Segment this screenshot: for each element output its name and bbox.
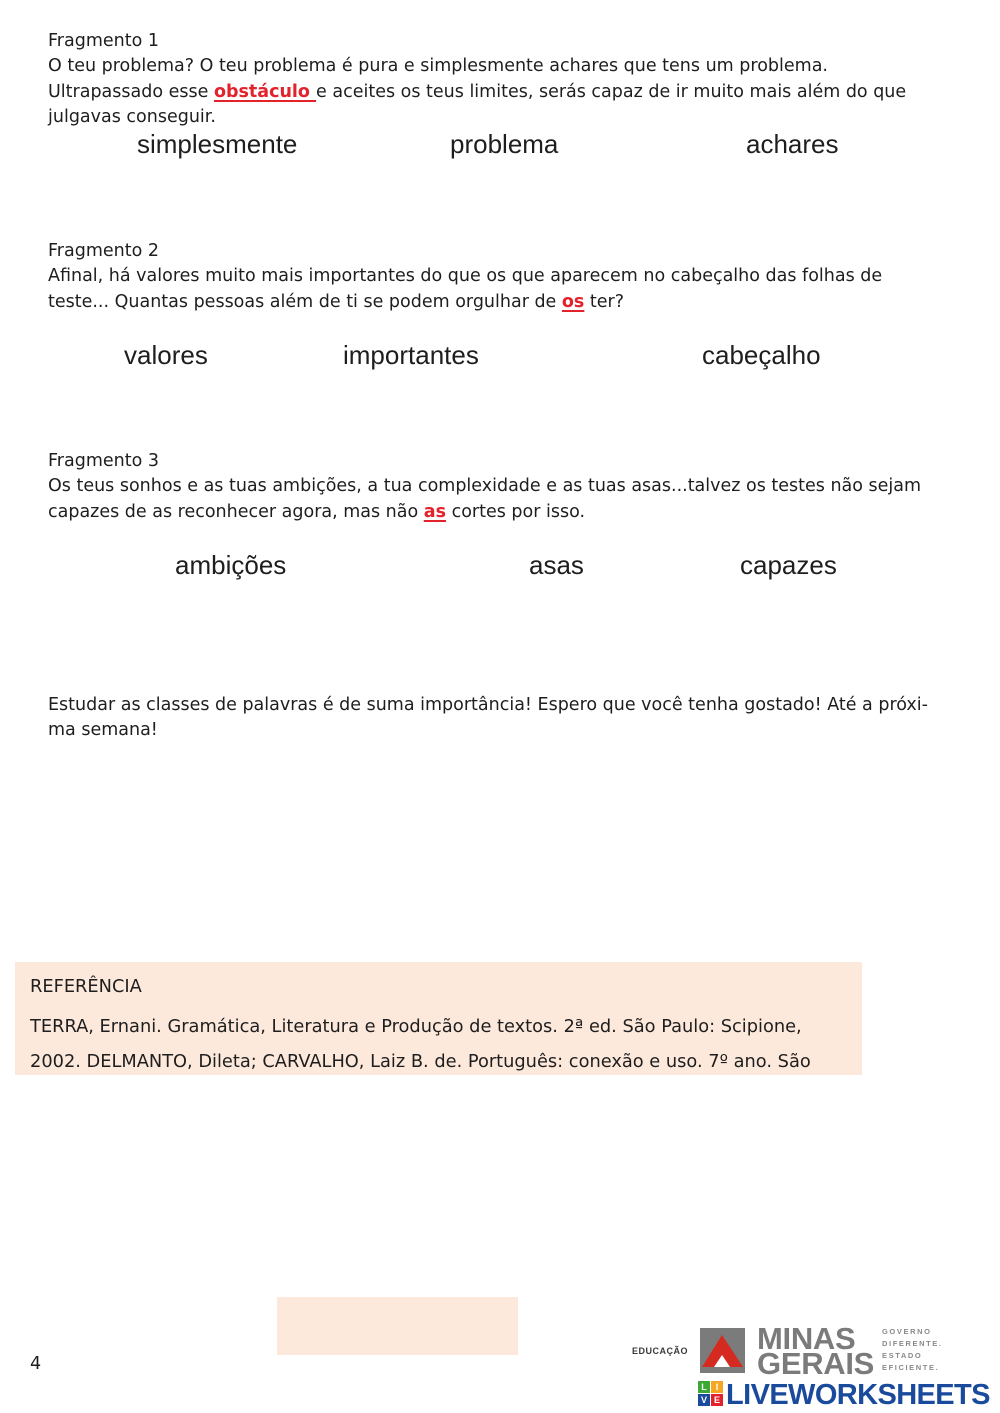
closing-text-line: ma semana! xyxy=(48,720,158,741)
answer-option[interactable]: capazes xyxy=(740,550,837,580)
fragment-text-line: julgavas conseguir. xyxy=(48,107,216,128)
text-segment: e aceites os teus limites, serás capaz de ir muito mais além do que xyxy=(316,81,907,102)
highlighted-word: obstáculo xyxy=(213,81,317,102)
answer-option[interactable]: ambições xyxy=(175,550,287,580)
reference-entry-line: 2002. DELMANTO, Dileta; CARVALHO, Laiz B. de. Português: conexão e uso. 7º ano. São xyxy=(30,1051,811,1072)
fragment-text-line xyxy=(48,80,906,105)
reference-box xyxy=(15,962,862,1075)
fragment-text-line: O teu problema? O teu problema é pura e simplesmente achares que tens um problema. xyxy=(48,56,828,77)
fragment-title: Fragmento 2 xyxy=(48,241,159,261)
fragment-text-line: Afinal, há valores muito mais importantes do que os que aparecem no cabeçalho das folhas de xyxy=(48,266,883,287)
fragment-2 xyxy=(48,239,882,315)
text-segment: teste... Quantas pessoas além de ti se podem orgulhar de xyxy=(48,291,562,312)
text-segment: capazes de as reconhecer agora, mas não xyxy=(48,501,424,522)
badge-letter: L xyxy=(698,1381,710,1393)
department-label: EDUCAÇÃO xyxy=(632,1346,689,1356)
fragment-1 xyxy=(48,29,906,131)
text-segment: Ultrapassado esse xyxy=(48,81,214,102)
fragment-title: Fragmento 3 xyxy=(48,451,159,471)
decorative-box xyxy=(277,1297,518,1355)
badge-letter: E xyxy=(711,1394,723,1406)
reference-title: REFERÊNCIA xyxy=(30,976,142,997)
text-segment: ter? xyxy=(584,291,625,312)
liveworksheets-watermark: LIVEWORKSHEETS xyxy=(726,1379,990,1411)
answer-option[interactable]: problema xyxy=(450,129,559,159)
answer-option[interactable]: importantes xyxy=(343,340,479,370)
answer-option[interactable]: achares xyxy=(746,129,839,159)
fragment-title: Fragmento 1 xyxy=(48,31,159,51)
state-name-line: GERAIS xyxy=(757,1346,875,1381)
fragment-text-line: Os teus sonhos e as tuas ambições, a tua complexidade e as tuas asas...talvez os testes não sejam xyxy=(48,476,922,497)
text-segment: cortes por isso. xyxy=(446,501,586,522)
slogan-line: EFICIENTE. xyxy=(882,1363,940,1372)
liveworksheets-badge-icon xyxy=(698,1381,723,1406)
highlighted-word: os xyxy=(561,291,585,312)
answer-option[interactable]: cabeçalho xyxy=(702,340,821,370)
highlighted-word: as xyxy=(423,501,447,522)
government-slogan xyxy=(882,1326,943,1374)
state-name-line: MINAS xyxy=(757,1321,856,1356)
reference-entry-line: TERRA, Ernani. Gramática, Literatura e Produção de textos. 2ª ed. São Paulo: Scipione, xyxy=(30,1016,802,1037)
badge-letter: I xyxy=(711,1381,723,1393)
answer-option[interactable]: valores xyxy=(124,340,208,370)
closing-text-line: Estudar as classes de palavras é de suma importância! Espero que você tenha gostado! Até a próxi- xyxy=(48,695,928,715)
answer-option[interactable]: simplesmente xyxy=(137,129,298,159)
slogan-line: GOVERNO xyxy=(882,1327,932,1336)
fragment-text-line xyxy=(48,290,882,315)
badge-letter: V xyxy=(698,1394,710,1406)
fragment-3 xyxy=(48,449,921,525)
slogan-line: ESTADO xyxy=(882,1351,923,1360)
answer-option[interactable]: asas xyxy=(529,550,584,580)
logo-graphic xyxy=(700,1328,745,1373)
page-number: 4 xyxy=(30,1354,42,1374)
slogan-line: DIFERENTE. xyxy=(882,1339,943,1348)
fragment-text-line xyxy=(48,500,921,525)
minas-gerais-logo-icon xyxy=(700,1328,745,1373)
closing-paragraph xyxy=(48,693,928,744)
